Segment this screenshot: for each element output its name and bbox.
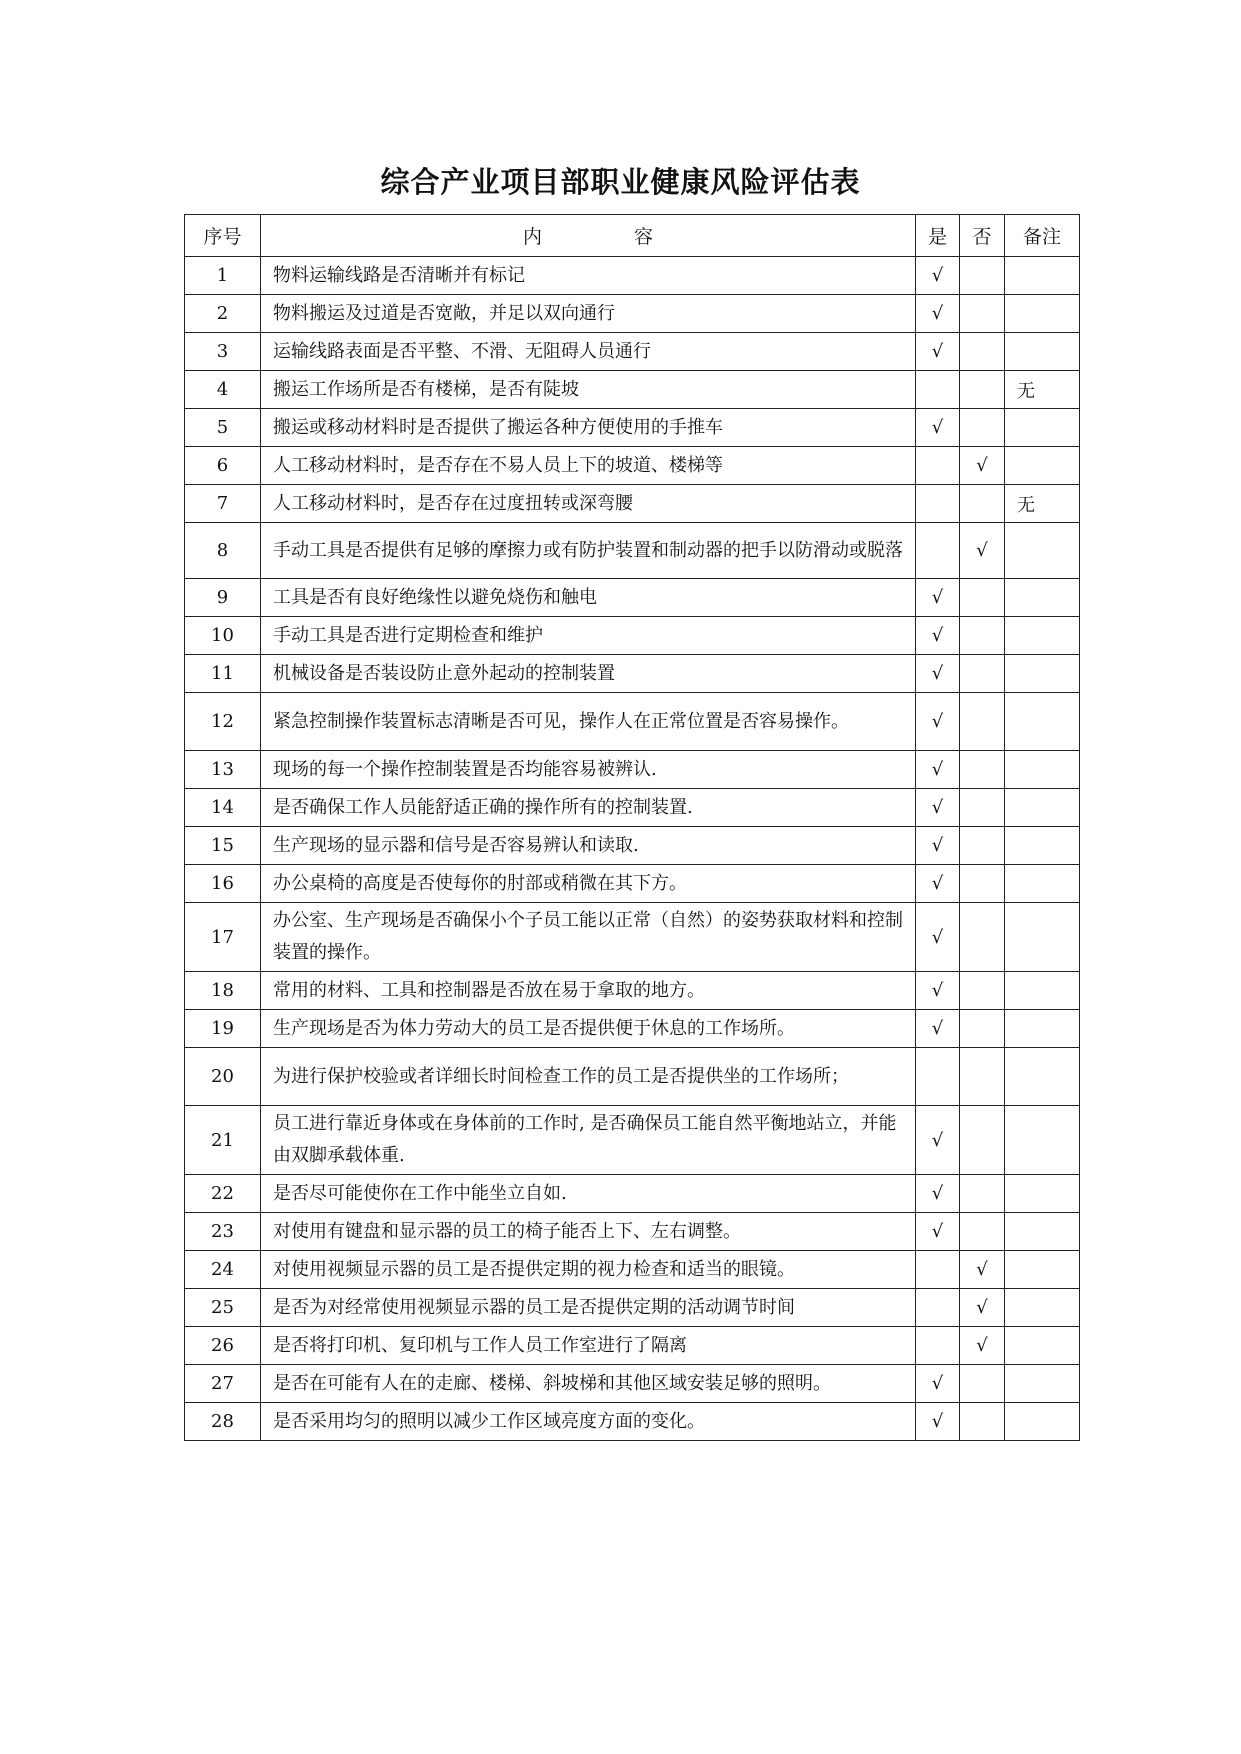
table-row xyxy=(185,789,1080,827)
row-remarks xyxy=(1005,1175,1080,1213)
row-yes-mark: √ xyxy=(916,257,960,295)
row-no-mark xyxy=(960,371,1005,409)
row-remarks xyxy=(1005,751,1080,789)
row-content: 是否在可能有人在的走廊、楼梯、斜坡梯和其他区域安装足够的照明。 xyxy=(261,1365,916,1403)
row-remarks xyxy=(1005,1213,1080,1251)
row-yes-mark: √ xyxy=(916,1365,960,1403)
row-content: 现场的每一个操作控制装置是否均能容易被辨认. xyxy=(261,751,916,789)
table-row xyxy=(185,485,1080,523)
row-no-mark xyxy=(960,1106,1005,1175)
row-remarks xyxy=(1005,295,1080,333)
row-yes-mark: √ xyxy=(916,409,960,447)
row-content: 常用的材料、工具和控制器是否放在易于拿取的地方。 xyxy=(261,972,916,1010)
row-remarks xyxy=(1005,1106,1080,1175)
row-serial-number: 27 xyxy=(185,1365,261,1403)
row-serial-number: 2 xyxy=(185,295,261,333)
table-row xyxy=(185,655,1080,693)
row-no-mark xyxy=(960,617,1005,655)
row-yes-mark xyxy=(916,1327,960,1365)
row-remarks xyxy=(1005,1403,1080,1441)
row-no-mark xyxy=(960,1175,1005,1213)
page-title: 综合产业项目部职业健康风险评估表 xyxy=(380,165,861,199)
row-no-mark xyxy=(960,1365,1005,1403)
table-row xyxy=(185,1327,1080,1365)
row-serial-number: 20 xyxy=(185,1048,261,1106)
row-serial-number: 15 xyxy=(185,827,261,865)
header-remarks: 备注 xyxy=(1005,215,1080,257)
row-remarks xyxy=(1005,617,1080,655)
row-remarks xyxy=(1005,865,1080,903)
table-row xyxy=(185,865,1080,903)
table-row xyxy=(185,1403,1080,1441)
table-row xyxy=(185,1213,1080,1251)
row-serial-number: 28 xyxy=(185,1403,261,1441)
row-serial-number: 7 xyxy=(185,485,261,523)
row-serial-number: 19 xyxy=(185,1010,261,1048)
row-serial-number: 12 xyxy=(185,693,261,751)
row-serial-number: 26 xyxy=(185,1327,261,1365)
row-yes-mark xyxy=(916,447,960,485)
row-content: 是否将打印机、复印机与工作人员工作室进行了隔离 xyxy=(261,1327,916,1365)
row-content: 搬运或移动材料时是否提供了搬运各种方便使用的手推车 xyxy=(261,409,916,447)
table-row xyxy=(185,972,1080,1010)
row-yes-mark: √ xyxy=(916,579,960,617)
header-content xyxy=(261,215,916,257)
table-row xyxy=(185,693,1080,751)
row-remarks xyxy=(1005,333,1080,371)
row-content: 机械设备是否装设防止意外起动的控制装置 xyxy=(261,655,916,693)
row-yes-mark: √ xyxy=(916,1175,960,1213)
row-no-mark xyxy=(960,1048,1005,1106)
row-serial-number: 21 xyxy=(185,1106,261,1175)
row-yes-mark: √ xyxy=(916,655,960,693)
row-serial-number: 23 xyxy=(185,1213,261,1251)
row-content: 物料运输线路是否清晰并有标记 xyxy=(261,257,916,295)
row-yes-mark xyxy=(916,523,960,579)
row-no-mark xyxy=(960,865,1005,903)
table-row xyxy=(185,257,1080,295)
row-remarks xyxy=(1005,972,1080,1010)
row-content: 物料搬运及过道是否宽敞，并足以双向通行 xyxy=(261,295,916,333)
risk-assessment-table xyxy=(184,214,1080,1441)
table-row xyxy=(185,523,1080,579)
row-serial-number: 6 xyxy=(185,447,261,485)
row-content: 紧急控制操作装置标志清晰是否可见，操作人在正常位置是否容易操作。 xyxy=(261,693,916,751)
row-serial-number: 25 xyxy=(185,1289,261,1327)
table-row xyxy=(185,1365,1080,1403)
table-row xyxy=(185,903,1080,972)
row-content: 搬运工作场所是否有楼梯，是否有陡坡 xyxy=(261,371,916,409)
table-header-row xyxy=(185,215,1080,257)
row-yes-mark xyxy=(916,371,960,409)
row-content: 是否采用均匀的照明以减少工作区域亮度方面的变化。 xyxy=(261,1403,916,1441)
table-row xyxy=(185,1251,1080,1289)
row-no-mark xyxy=(960,295,1005,333)
row-remarks xyxy=(1005,1365,1080,1403)
row-no-mark xyxy=(960,693,1005,751)
table-row xyxy=(185,1048,1080,1106)
row-serial-number: 8 xyxy=(185,523,261,579)
row-no-mark xyxy=(960,655,1005,693)
row-yes-mark: √ xyxy=(916,1403,960,1441)
table-row xyxy=(185,827,1080,865)
row-serial-number: 18 xyxy=(185,972,261,1010)
row-no-mark xyxy=(960,827,1005,865)
row-no-mark: √ xyxy=(960,447,1005,485)
row-yes-mark xyxy=(916,1251,960,1289)
row-no-mark xyxy=(960,1403,1005,1441)
row-content: 为进行保护校验或者详细长时间检查工作的员工是否提供坐的工作场所； xyxy=(261,1048,916,1106)
row-yes-mark: √ xyxy=(916,693,960,751)
row-no-mark: √ xyxy=(960,1289,1005,1327)
row-remarks xyxy=(1005,1251,1080,1289)
row-serial-number: 14 xyxy=(185,789,261,827)
header-yes: 是 xyxy=(916,215,960,257)
row-no-mark xyxy=(960,1213,1005,1251)
row-content: 运输线路表面是否平整、不滑、无阻碍人员通行 xyxy=(261,333,916,371)
table-row xyxy=(185,1010,1080,1048)
row-content: 人工移动材料时，是否存在不易人员上下的坡道、楼梯等 xyxy=(261,447,916,485)
table-row xyxy=(185,1106,1080,1175)
row-remarks xyxy=(1005,693,1080,751)
table-row xyxy=(185,295,1080,333)
row-content: 对使用视频显示器的员工是否提供定期的视力检查和适当的眼镜。 xyxy=(261,1251,916,1289)
table-row xyxy=(185,409,1080,447)
table-row xyxy=(185,579,1080,617)
table-row xyxy=(185,371,1080,409)
row-yes-mark xyxy=(916,485,960,523)
row-no-mark: √ xyxy=(960,1327,1005,1365)
row-content: 员工进行靠近身体或在身体前的工作时, 是否确保员工能自然平衡地站立，并能由双脚承载体重. xyxy=(261,1106,916,1175)
row-remarks xyxy=(1005,579,1080,617)
row-content: 对使用有键盘和显示器的员工的椅子能否上下、左右调整。 xyxy=(261,1213,916,1251)
row-content: 办公桌椅的高度是否使每你的肘部或稍微在其下方。 xyxy=(261,865,916,903)
row-yes-mark: √ xyxy=(916,1106,960,1175)
row-serial-number: 3 xyxy=(185,333,261,371)
row-serial-number: 4 xyxy=(185,371,261,409)
row-no-mark xyxy=(960,1010,1005,1048)
row-content: 手动工具是否提供有足够的摩擦力或有防护装置和制动器的把手以防滑动或脱落 xyxy=(261,523,916,579)
row-yes-mark: √ xyxy=(916,1010,960,1048)
row-remarks xyxy=(1005,257,1080,295)
row-no-mark: √ xyxy=(960,523,1005,579)
row-no-mark xyxy=(960,789,1005,827)
row-remarks xyxy=(1005,523,1080,579)
row-no-mark xyxy=(960,485,1005,523)
table-row xyxy=(185,447,1080,485)
row-content: 是否确保工作人员能舒适正确的操作所有的控制装置. xyxy=(261,789,916,827)
row-yes-mark: √ xyxy=(916,972,960,1010)
row-remarks: 无 xyxy=(1005,371,1080,409)
row-yes-mark: √ xyxy=(916,1213,960,1251)
row-yes-mark: √ xyxy=(916,617,960,655)
row-remarks xyxy=(1005,903,1080,972)
table-row xyxy=(185,751,1080,789)
header-no: 否 xyxy=(960,215,1005,257)
row-content: 手动工具是否进行定期检查和维护 xyxy=(261,617,916,655)
row-yes-mark: √ xyxy=(916,295,960,333)
header-content-char-2: 容 xyxy=(634,226,654,248)
row-serial-number: 24 xyxy=(185,1251,261,1289)
row-serial-number: 16 xyxy=(185,865,261,903)
row-no-mark xyxy=(960,409,1005,447)
row-serial-number: 5 xyxy=(185,409,261,447)
row-serial-number: 10 xyxy=(185,617,261,655)
row-yes-mark: √ xyxy=(916,751,960,789)
table-row xyxy=(185,1175,1080,1213)
row-content: 工具是否有良好绝缘性以避免烧伤和触电 xyxy=(261,579,916,617)
row-no-mark xyxy=(960,257,1005,295)
row-content: 办公室、生产现场是否确保小个子员工能以正常（自然）的姿势获取材料和控制装置的操作。 xyxy=(261,903,916,972)
row-yes-mark: √ xyxy=(916,903,960,972)
row-serial-number: 17 xyxy=(185,903,261,972)
row-yes-mark xyxy=(916,1048,960,1106)
row-remarks xyxy=(1005,789,1080,827)
row-serial-number: 9 xyxy=(185,579,261,617)
row-yes-mark: √ xyxy=(916,333,960,371)
row-content: 是否为对经常使用视频显示器的员工是否提供定期的活动调节时间 xyxy=(261,1289,916,1327)
row-remarks xyxy=(1005,1010,1080,1048)
row-remarks: 无 xyxy=(1005,485,1080,523)
header-content-char-1: 内 xyxy=(522,226,542,248)
row-content: 是否尽可能使你在工作中能坐立自如. xyxy=(261,1175,916,1213)
row-remarks xyxy=(1005,1289,1080,1327)
row-content: 生产现场是否为体力劳动大的员工是否提供便于休息的工作场所。 xyxy=(261,1010,916,1048)
row-no-mark xyxy=(960,333,1005,371)
row-yes-mark: √ xyxy=(916,865,960,903)
row-remarks xyxy=(1005,1048,1080,1106)
row-remarks xyxy=(1005,447,1080,485)
table-row xyxy=(185,333,1080,371)
table-row xyxy=(185,617,1080,655)
row-serial-number: 1 xyxy=(185,257,261,295)
row-yes-mark xyxy=(916,1289,960,1327)
row-remarks xyxy=(1005,827,1080,865)
row-no-mark: √ xyxy=(960,1251,1005,1289)
row-remarks xyxy=(1005,1327,1080,1365)
table-row xyxy=(185,1289,1080,1327)
row-serial-number: 13 xyxy=(185,751,261,789)
row-no-mark xyxy=(960,579,1005,617)
row-no-mark xyxy=(960,903,1005,972)
row-no-mark xyxy=(960,972,1005,1010)
row-yes-mark: √ xyxy=(916,827,960,865)
row-no-mark xyxy=(960,751,1005,789)
row-serial-number: 22 xyxy=(185,1175,261,1213)
row-serial-number: 11 xyxy=(185,655,261,693)
row-yes-mark: √ xyxy=(916,789,960,827)
row-remarks xyxy=(1005,409,1080,447)
row-content: 生产现场的显示器和信号是否容易辨认和读取. xyxy=(261,827,916,865)
header-serial-number: 序号 xyxy=(185,215,261,257)
row-remarks xyxy=(1005,655,1080,693)
row-content: 人工移动材料时，是否存在过度扭转或深弯腰 xyxy=(261,485,916,523)
